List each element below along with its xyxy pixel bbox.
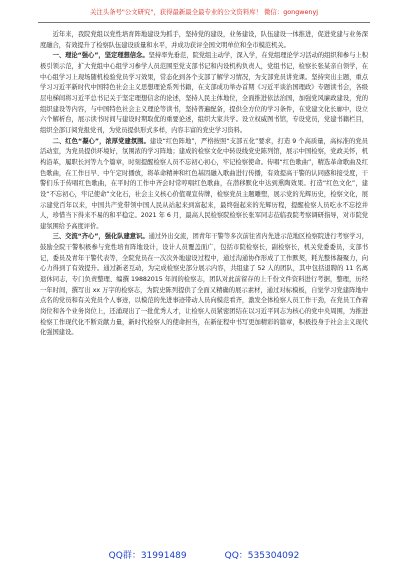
section-title: 二、红色“凝心”，浓厚党建氛围。 xyxy=(52,137,150,145)
paragraph-text: 建设“红色阵地”，严格按照“支部五化”要求，打造 9 个高质量，高标准的党员活动室，为党员提供环境好，氛围浓的学习阵地；建成的检察文化中转设线党史陈列馆，展示中国检察，党政关怀，机构沿革，履职长河等九个篇章，时刻提醒检察人员不忘初心初心，牢记检察使命。传唱“红色歌曲”，精选革命歌曲及红色歌曲，在工作日早、中午定时播放，将革命精神和红色基因融入歌曲进行传播，有效提高干警的认同感和接受度，干警们乐于传唱红色歌曲，在平时的工作中齐会时常哼唱红色歌曲，在潜移默化中达到熏陶效果。打造“红色文化”，建设“不忘初心，牢记使命”文化石，社会主义核心价值观宣传牌，检察党员主题雕塑，展示党的光辉历史，检察文化，展示建党百年以来，中国共产党带领中国人民从站起来到富起来，最终强起来的光辉历程，提醒检察人员吃水不忘挖井人，珍惜当下得来不易的和平稳定。2021 年 6 月，最高人民检察院检察长张军同志莅临我院考察调研指导，对市院党建氛围给予高度评价。 xyxy=(40,137,368,230)
paragraph-text: 坚持率先垂范，院党组主动学，深入学，在党组理论学习活动的组织和参与上积极引领示范，扩大党组中心组学习参学人员范围至党支部书记和内设机构负责人，党组书记，检察长张某亲自领学，在中心组学习上现场随机检验党员学习效果，常态化到各个支部了解学习情况，为支部党员讲党课。坚持突出主题，重点学习习近平新时代中国特色社会主义思想理论系列书籍，在支部成功举办首期《习近平谈治国理政》专题读书会，各级层电梯间将习近平总书记关于坚定理想信念的论述，坚持人民主体地位，全面推进依法治国，加强党风廉政建设，党的组织建设等内容，与中国特色社会主义理论等读书，坚持普遍配备，提供全方位的学习条件，在党建文化长廊中，设立六个解析台，展示读书时间与建设时期取优的重要论述，组织大家共学。设立权威图书馆，专设党员，党建书籍栏目，组织全部订阅党报党刊，为党员提供形式多样，内容丰富的党史学习资料。 xyxy=(40,52,368,134)
paragraph-text: 通过外出交流，团青年干警等多次前往省内先进示范地区检察院进行考察学习，鼓励全院干警积极参与党性培育阵地设计，设计人员覆盖面广，包括市院检察长，副检察长，机关党委委员，支部书记，委员及青年干警代表等，全院党员在一次次外地建设过程中，通过沟通协作形成了工作默契，耗光整体凝聚力，向心力得到了有效提升。通过新老互动，为完成检察史部分展示内容，共组建了 52 人的团队，其中包括退聘的 11 名离退休同志，专门负责整理、编撰 19882015 年间的检察志，团队对此前留存的上千份文件资料进行考据，整理，历经一年时间，撰写出 xx 万字的检察志，为院史陈列提供了全面又精确的展示素材，通过对标模板，自觉学习党建阵地中点名的党员和有关党员个人事迹，以模范的先进事迹带动人员向模范看齐，激发全体检察人员工作干劲，在党员工作着岗位和各个业务岗位上，还涌现出了一批优秀人才，让检察人员紧密团结在以习近平同志为核心的党中央周围，为推进检察工作现代化不断贡献力量，新时代检察人的使命担当，在新征程中书写更加精彩的篇章，积极投身于社会主义现代化强国建设。 xyxy=(40,233,368,337)
paragraph-text: 近年来，我院党组以党性培育阵地建设为抓手，坚持党的建设，业务建设，队伍建设一体推进，促进党建与业务深度融合，有效提升了检察队伍建设质量和水平，并成功获评全国文明单位和全市模范机关。 xyxy=(40,31,368,49)
section-title: 一、理论“强心”，坚定理想信念。 xyxy=(52,52,149,60)
paragraph-section-3 xyxy=(40,232,368,339)
header-divider xyxy=(38,22,370,23)
paragraph-section-2 xyxy=(40,137,368,233)
page-header-notice: 关注头条号"公文研究"，获得最新最全最专业的公文资料库！ 微信：gongwenyj xyxy=(89,8,319,16)
footer-qq-group: QQ群：31991489 xyxy=(108,551,187,561)
paragraph-section-1 xyxy=(40,51,368,136)
paragraph-intro xyxy=(40,30,368,51)
section-title: 三、交流“齐心”，强化队建意识。 xyxy=(52,233,149,241)
document-body xyxy=(40,30,368,339)
page-footer xyxy=(40,548,368,561)
footer-qq: QQ：535304092 xyxy=(224,551,300,561)
